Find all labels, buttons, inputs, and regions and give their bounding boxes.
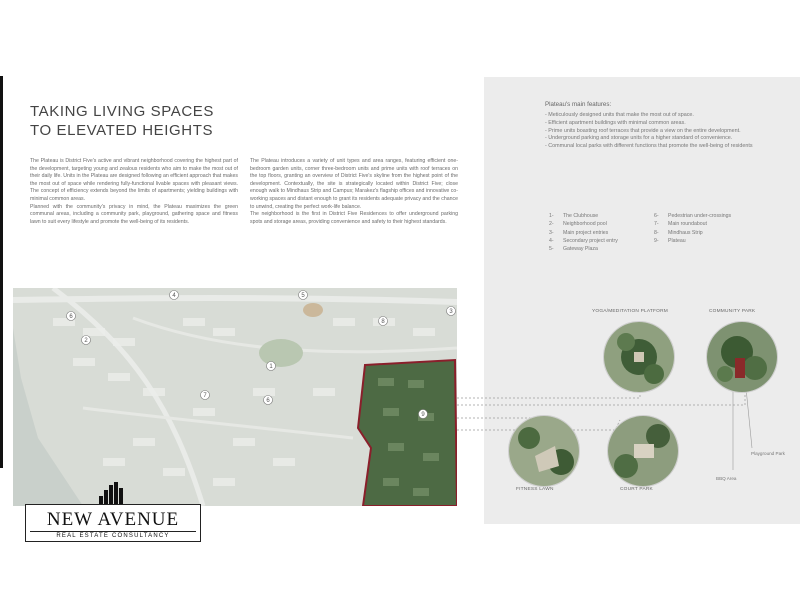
legend-item: 6- Pedestrian under-crossings	[654, 213, 732, 219]
feature-item: - Meticulously designed units that make the most out of space.	[545, 112, 694, 118]
legend-item: 5- Gateway Plaza	[549, 246, 598, 253]
map-legend-right	[654, 212, 731, 245]
map-marker-4: 4	[172, 293, 176, 299]
map-marker-2: 2	[84, 338, 88, 344]
community-park-label: COMMUNITY PARK	[709, 309, 756, 314]
playground-park-label: Playground Park	[751, 451, 785, 456]
left-rule	[0, 76, 3, 468]
feature-item: - Underground parking and storage units for a higher standard of convenience.	[545, 135, 733, 142]
legend-item: 9- Plateau	[654, 237, 686, 244]
fitness-lawn-image	[508, 415, 580, 487]
feature-item: - Communal local parks with different functions that promote the well-being of residents	[545, 143, 753, 150]
map-marker-5: 5	[301, 293, 305, 299]
map-marker-3: 3	[449, 309, 453, 315]
logo-box	[25, 504, 201, 542]
page-title	[30, 102, 214, 140]
new-avenue-logo	[25, 482, 201, 542]
yoga-platform-label: YOGA/MEDITATION PLATFORM	[592, 309, 668, 314]
logo-tagline: REAL ESTATE CONSULTANCY	[30, 531, 196, 539]
feature-item: - Efficient apartment buildings with minimal common areas.	[545, 119, 686, 126]
legend-item: 3- Main project entries	[549, 229, 609, 236]
legend-item: 2- Neighborhood pool	[549, 221, 607, 228]
community-park-image	[706, 321, 778, 393]
legend-item: 1- The Clubhouse	[549, 213, 599, 219]
building-icon	[98, 482, 128, 506]
intro-column-2	[250, 158, 458, 226]
logo-name: NEW AVENUE	[46, 509, 180, 530]
intro-paragraph-4: The neighborhood is the first in District Five Residences to offer underground parking spots and storage areas, providing convenience and safety to their highest standards.	[250, 211, 458, 225]
fitness-lawn-label: FITNESS LAWN	[516, 487, 554, 492]
feature-item: - Prime units boasting roof terraces that provide a view on the entire development.	[545, 127, 741, 134]
title-line-1: TAKING LIVING SPACES	[30, 103, 214, 120]
intro-column-1	[30, 158, 238, 226]
features-title: Plateau's main features:	[545, 101, 612, 108]
court-park-label: COURT PARK	[620, 487, 653, 492]
map-marker-1: 1	[269, 364, 273, 370]
map-legend-left	[549, 212, 618, 253]
map-marker-8: 8	[381, 319, 385, 325]
map-marker-7: 7	[203, 393, 207, 399]
court-park-image	[607, 415, 679, 487]
yoga-platform-image	[603, 321, 675, 393]
map-marker-6: 6	[69, 314, 73, 320]
legend-item: 8- Mindhaus Strip	[654, 229, 703, 236]
title-line-2: TO ELEVATED HEIGHTS	[30, 122, 214, 139]
legend-item: 7- Main roundabout	[654, 221, 707, 228]
legend-item: 4- Secondary project entry	[549, 237, 618, 244]
features-list	[545, 112, 785, 151]
map-marker-9: 9	[421, 412, 425, 418]
site-map	[13, 288, 457, 506]
intro-paragraph-1: The Plateau is District Five's active and vibrant neighborhood covering the highest part of the development, targeting young and zealous residents who aim to make the most out of their daily life. Units in the Plateau are designed following an efficient approach that makes the most out of space while rendering fully-functional livable spaces with pleasant views. The concept of efficiency extends beyond the limits of apartments; yielding buildings with minimal common areas.	[30, 158, 238, 202]
intro-paragraph-2: Planned with the community's privacy in mind, the Plateau maximizes the green communal areas, including a community park, playground, gathering space and fitness lawn to suit every lifestyle and promote the well-being of its residents.	[30, 203, 238, 225]
map-marker-6b: 6	[266, 398, 270, 404]
bbq-area-label: BBQ Area	[716, 476, 737, 481]
intro-paragraph-3: The Plateau introduces a variety of unit types and area ranges, featuring efficient one-bedroom garden units, corner three-bedroom units and prime units with roof terraces on the top floors, granting an overview of District Five's skyline from the highest point of the development. Contextually, the site is strategically located within District Five; close enough walk to Mindhaus Strip and Campus; Marakez's flagship offices and innovative co-working spaces and distant enough to grant its residents adequate privacy and the chance to unwind, creating the perfect work-life balance.	[250, 158, 458, 210]
